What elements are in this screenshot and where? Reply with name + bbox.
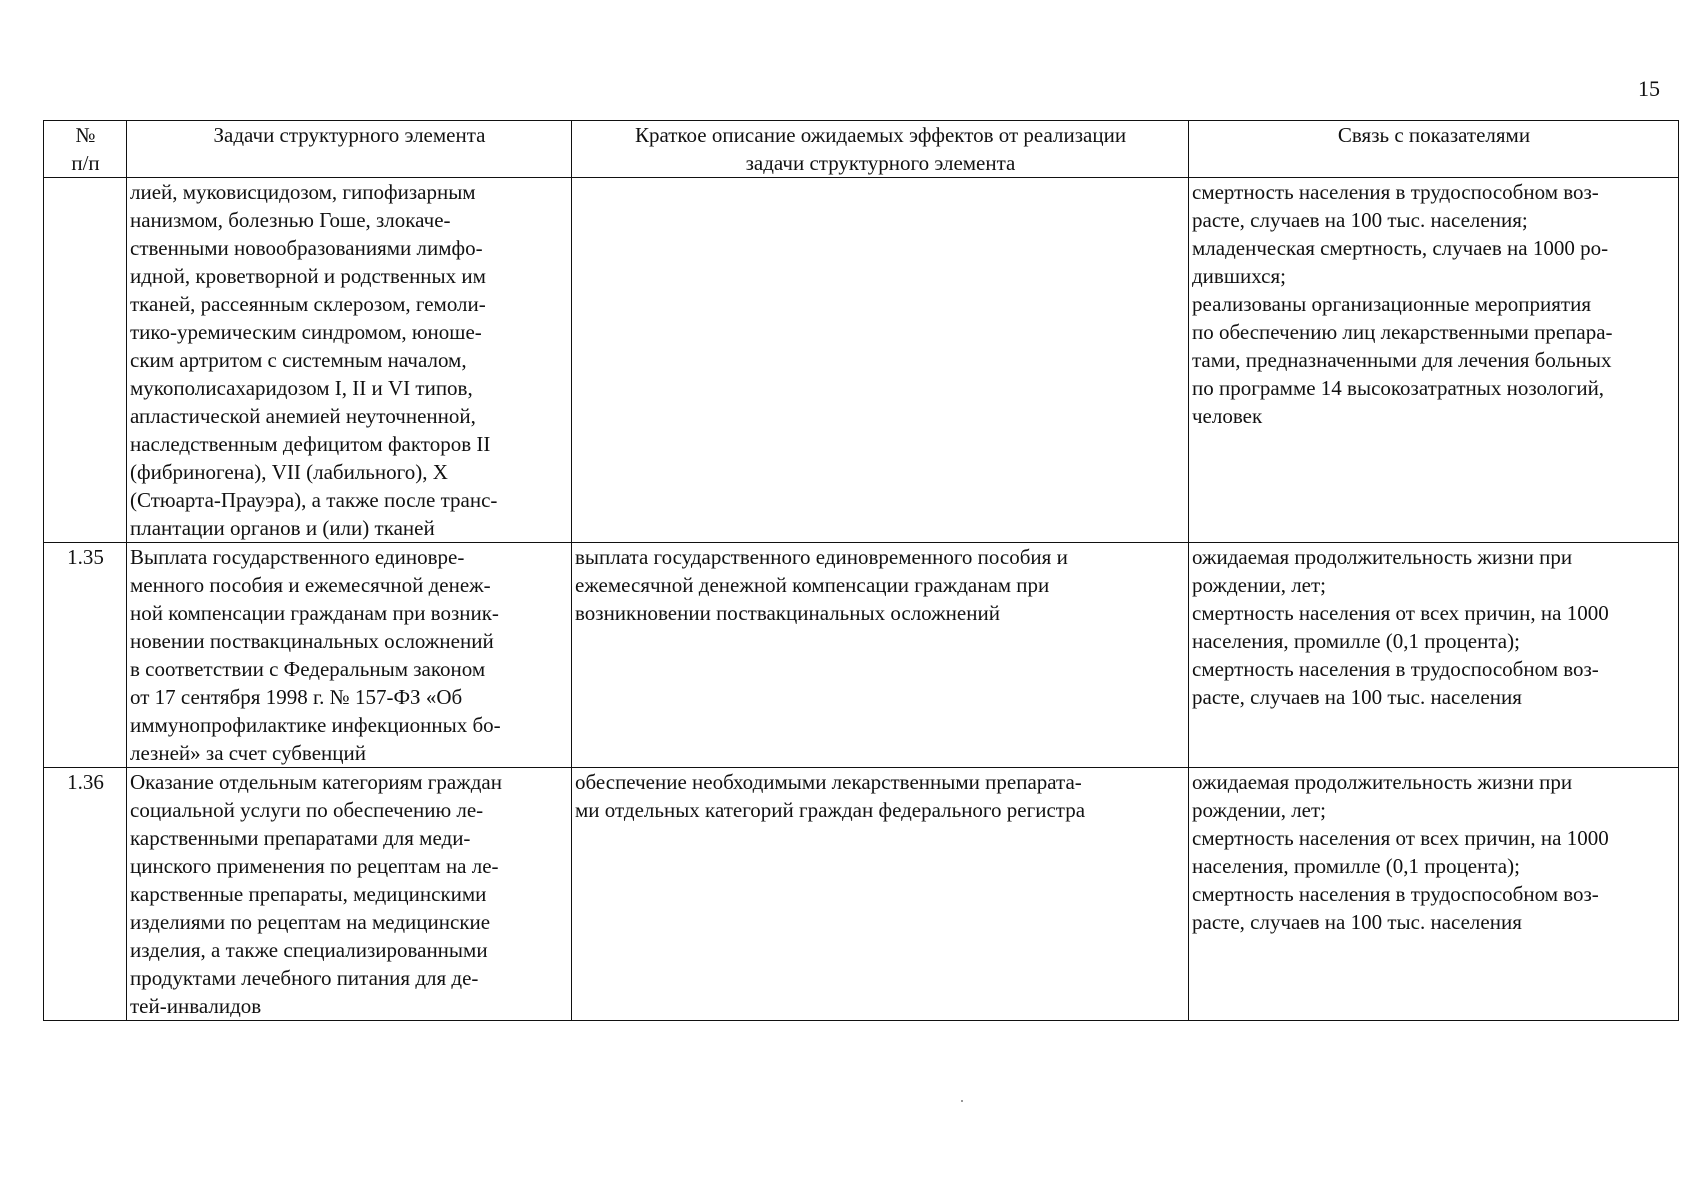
tasks-line: апластической анемией неуточненной,	[130, 404, 476, 428]
indicators-line: смертность населения в трудоспособном воз-	[1192, 882, 1599, 906]
indicators-line: расте, случаев на 100 тыс. населения;	[1192, 208, 1528, 232]
indicators-line: смертность населения от всех причин, на 1000	[1192, 601, 1609, 625]
tasks-line: плантации органов и (или) тканей	[130, 516, 435, 540]
indicators-line: младенческая смертность, случаев на 1000 ро-	[1192, 236, 1609, 260]
table-body	[44, 178, 1679, 1021]
cell-tasks	[127, 768, 572, 1021]
table-row	[44, 178, 1679, 543]
tasks-line: изделиями по рецептам на медицинские	[130, 910, 491, 934]
indicators-line: тами, предназначенными для лечения больных	[1192, 348, 1612, 372]
header-effects	[572, 121, 1189, 178]
indicators-line: смертность населения в трудоспособном воз-	[1192, 657, 1599, 681]
header-num	[44, 121, 127, 178]
indicators-line: рождении, лет;	[1192, 798, 1327, 822]
indicators-line: населения, промилле (0,1 процента);	[1192, 854, 1520, 878]
effects-line: обеспечение необходимыми лекарственными препарата-	[575, 770, 1082, 794]
tasks-line: карственные препараты, медицинскими	[130, 882, 487, 906]
row-number	[44, 178, 127, 543]
cell-effects	[572, 768, 1189, 1021]
tasks-line: лезней» за счет субвенций	[130, 741, 366, 765]
indicators-line: по обеспечению лиц лекарственными препара-	[1192, 320, 1613, 344]
cell-indicators	[1189, 543, 1679, 768]
table-row	[44, 543, 1679, 768]
indicators-line: дившихся;	[1192, 264, 1286, 288]
header-indicators	[1189, 121, 1679, 178]
effects-line: выплата государственного единовременного пособия и	[575, 545, 1068, 569]
table-header-row	[44, 121, 1679, 178]
tasks-line: тей-инвалидов	[130, 994, 262, 1018]
header-effects-line2: задачи структурного элемента	[745, 151, 1016, 175]
effects-line: ежемесячной денежной компенсации гражданам при	[575, 573, 1050, 597]
indicators-line: рождении, лет;	[1192, 573, 1327, 597]
indicators-line: расте, случаев на 100 тыс. населения	[1192, 910, 1522, 934]
tasks-line: иммунопрофилактике инфекционных бо-	[130, 713, 501, 737]
scan-speck	[961, 1100, 963, 1102]
tasks-line: от 17 сентября 1998 г. № 157-ФЗ «Об	[130, 685, 463, 709]
tasks-line: менного пособия и ежемесячной денеж-	[130, 573, 491, 597]
tasks-line: ственными новообразованиями лимфо-	[130, 236, 483, 260]
indicators-line: реализованы организационные мероприятия	[1192, 292, 1592, 316]
tasks-line: (фибриногена), VII (лабильного), X	[130, 460, 448, 484]
tasks-line: идной, кроветворной и родственных им	[130, 264, 486, 288]
tasks-line: (Стюарта-Прауэра), а также после транс-	[130, 488, 498, 512]
tasks-line: в соответствии с Федеральным законом	[130, 657, 486, 681]
header-num-line1: №	[75, 123, 96, 147]
tasks-line: продуктами лечебного питания для де-	[130, 966, 479, 990]
tasks-line: карственными препаратами для меди-	[130, 826, 471, 850]
tasks-line: новении поствакцинальных осложнений	[130, 629, 494, 653]
tasks-line: изделия, а также специализированными	[130, 938, 488, 962]
tasks-line: лией, муковисцидозом, гипофизарным	[130, 180, 476, 204]
header-effects-line1: Краткое описание ожидаемых эффектов от реализации	[634, 123, 1127, 147]
tasks-line: наследственным дефицитом факторов II	[130, 432, 491, 456]
page-number: 15	[1638, 76, 1660, 101]
tasks-line: цинского применения по рецептам на ле-	[130, 854, 499, 878]
cell-tasks	[127, 543, 572, 768]
row-number: 1.36	[44, 768, 127, 1021]
effects-line: ми отдельных категорий граждан федерального регистра	[575, 798, 1086, 822]
indicators-line: населения, промилле (0,1 процента);	[1192, 629, 1520, 653]
cell-tasks	[127, 178, 572, 543]
table-row	[44, 768, 1679, 1021]
tasks-line: социальной услуги по обеспечению ле-	[130, 798, 484, 822]
header-num-line2: п/п	[71, 151, 100, 175]
tasks-line: тканей, рассеянным склерозом, гемоли-	[130, 292, 486, 316]
structural-element-table	[43, 120, 1679, 1021]
tasks-line: Оказание отдельным категориям граждан	[130, 770, 502, 794]
header-indicators-text: Связь с показателями	[1337, 123, 1531, 147]
indicators-line: смертность населения в трудоспособном воз-	[1192, 180, 1599, 204]
header-tasks-text: Задачи структурного элемента	[213, 123, 486, 147]
cell-indicators	[1189, 178, 1679, 543]
tasks-line: мукополисахаридозом I, II и VI типов,	[130, 376, 473, 400]
row-number: 1.35	[44, 543, 127, 768]
tasks-line: ским артритом с системным началом,	[130, 348, 467, 372]
effects-line: возникновении поствакцинальных осложнений	[575, 601, 1000, 625]
tasks-line: нанизмом, болезнью Гоше, злокаче-	[130, 208, 451, 232]
tasks-line: ной компенсации гражданам при возник-	[130, 601, 499, 625]
indicators-line: расте, случаев на 100 тыс. населения	[1192, 685, 1522, 709]
tasks-line: тико-уремическим синдромом, юноше-	[130, 320, 482, 344]
cell-effects	[572, 543, 1189, 768]
indicators-line: по программе 14 высокозатратных нозологий,	[1192, 376, 1605, 400]
tasks-line: Выплата государственного единовре-	[130, 545, 465, 569]
indicators-line: ожидаемая продолжительность жизни при	[1192, 545, 1573, 569]
indicators-line: ожидаемая продолжительность жизни при	[1192, 770, 1573, 794]
header-tasks	[127, 121, 572, 178]
cell-effects	[572, 178, 1189, 543]
indicators-line: человек	[1192, 404, 1263, 428]
indicators-line: смертность населения от всех причин, на 1000	[1192, 826, 1609, 850]
cell-indicators	[1189, 768, 1679, 1021]
